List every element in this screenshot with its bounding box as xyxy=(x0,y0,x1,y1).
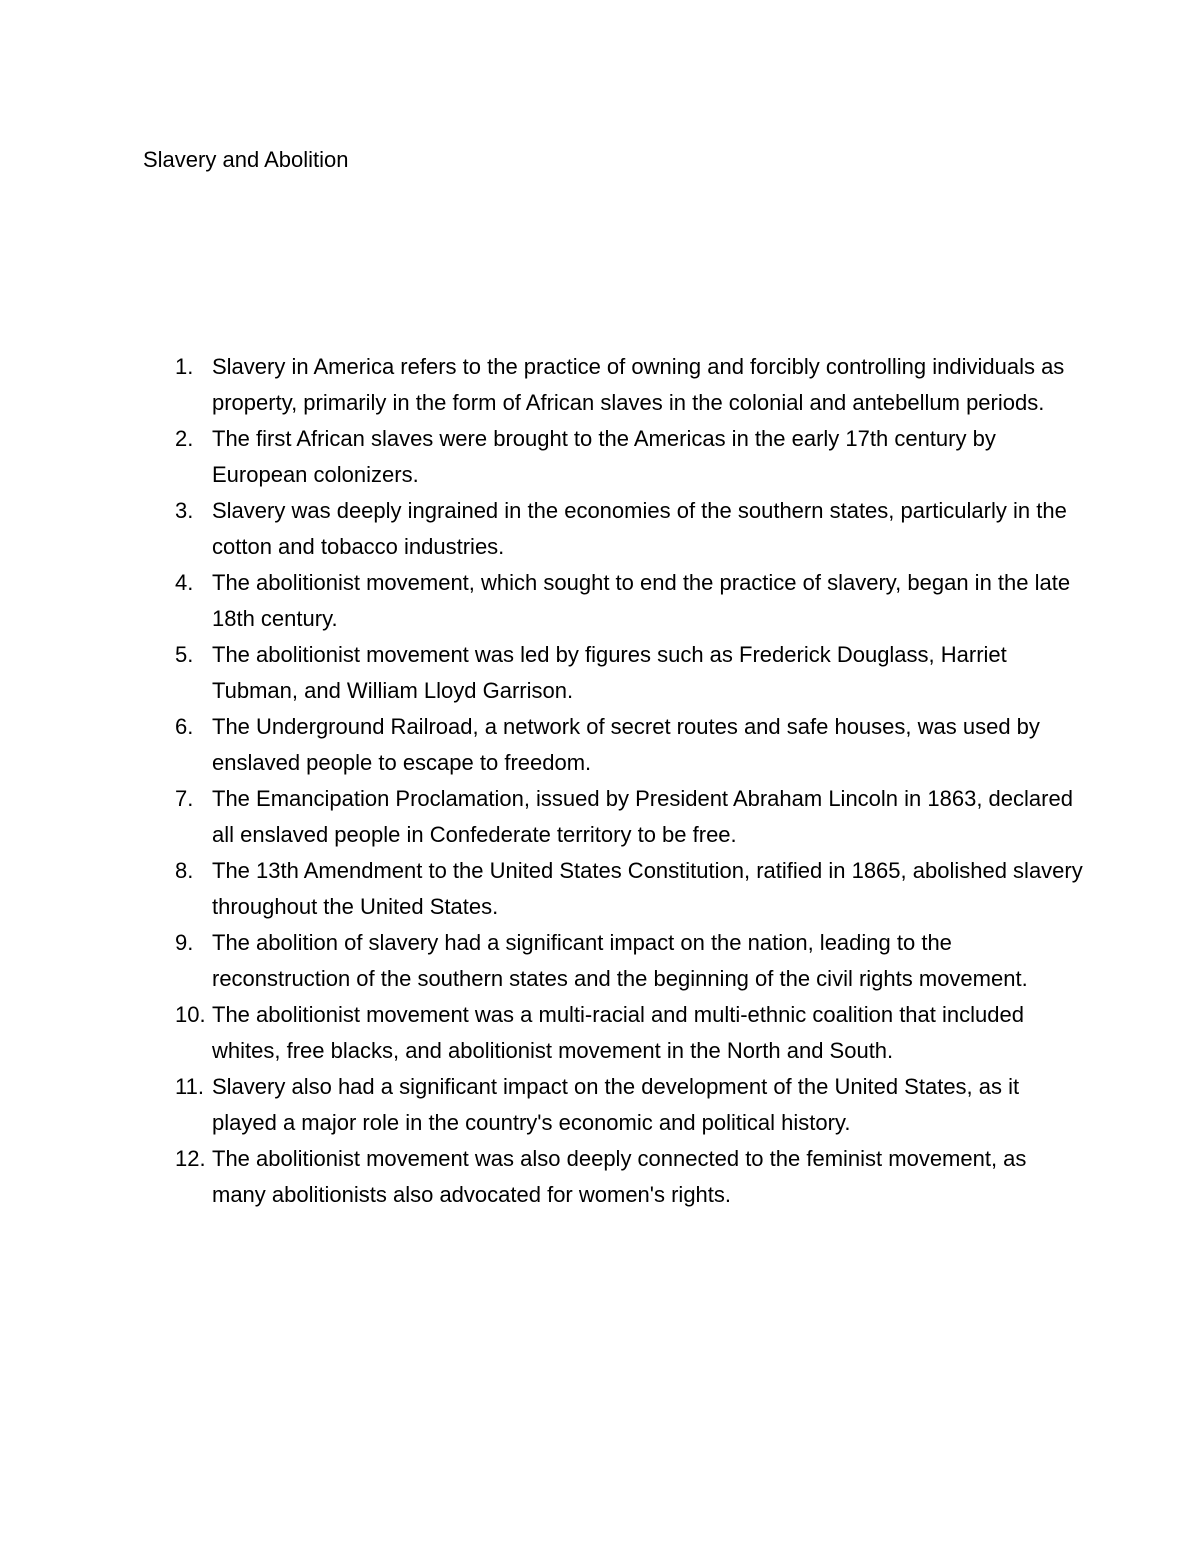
list-item-text: The abolitionist movement, which sought to end the practice of slavery, began in the late 18th century. xyxy=(212,570,1071,631)
list-item-text: The abolitionist movement was also deeply connected to the feminist movement, as many abolitionists also advocated for women's rights. xyxy=(212,1146,1027,1207)
list-item xyxy=(143,1141,1083,1213)
list-item xyxy=(143,997,1083,1069)
list-item-number: 10. xyxy=(175,1002,206,1027)
list-item-number: 5. xyxy=(175,642,194,667)
page-title: Slavery and Abolition xyxy=(143,147,349,172)
list-item xyxy=(143,1069,1083,1141)
list-item xyxy=(143,925,1083,997)
list-item-number: 12. xyxy=(175,1146,206,1171)
list-item xyxy=(143,565,1083,637)
list-item xyxy=(143,853,1083,925)
list-item xyxy=(143,421,1083,493)
list-item-number: 1. xyxy=(175,354,194,379)
list-item xyxy=(143,637,1083,709)
list-item xyxy=(143,781,1083,853)
list-item-number: 8. xyxy=(175,858,194,883)
list-item-text: The abolition of slavery had a significant impact on the nation, leading to the reconstruction of the southern states and the beginning of the civil rights movement. xyxy=(212,930,1028,991)
list-item-number: 7. xyxy=(175,786,194,811)
list-item-text: Slavery in America refers to the practice of owning and forcibly controlling individuals as property, primarily in the form of African slaves in the colonial and antebellum periods. xyxy=(212,354,1065,415)
list-item-number: 2. xyxy=(175,426,194,451)
list-item-number: 6. xyxy=(175,714,194,739)
list-item-text: The Emancipation Proclamation, issued by President Abraham Lincoln in 1863, declared all enslaved people in Confederate territory to be free. xyxy=(212,786,1073,847)
list-item-text: The 13th Amendment to the United States Constitution, ratified in 1865, abolished slavery throughout the United States. xyxy=(212,858,1083,919)
list-item xyxy=(143,709,1083,781)
list-item-text: The Underground Railroad, a network of secret routes and safe houses, was used by enslaved people to escape to freedom. xyxy=(212,714,1040,775)
list-item-text: Slavery also had a significant impact on the development of the United States, as it played a major role in the country's economic and political history. xyxy=(212,1074,1020,1135)
list-item-text: Slavery was deeply ingrained in the economies of the southern states, particularly in the cotton and tobacco industries. xyxy=(212,498,1067,559)
list-item-text: The abolitionist movement was led by figures such as Frederick Douglass, Harriet Tubman, and William Lloyd Garrison. xyxy=(212,642,1007,703)
list-item-number: 11. xyxy=(175,1074,204,1099)
list-item-text: The abolitionist movement was a multi-racial and multi-ethnic coalition that included whites, free blacks, and abolitionist movement in the North and South. xyxy=(212,1002,1024,1063)
numbered-list xyxy=(143,349,1083,1213)
list-item-number: 4. xyxy=(175,570,194,595)
list-item-number: 3. xyxy=(175,498,194,523)
list-item xyxy=(143,493,1083,565)
list-item xyxy=(143,349,1083,421)
list-item-number: 9. xyxy=(175,930,194,955)
list-item-text: The first African slaves were brought to the Americas in the early 17th century by European colonizers. xyxy=(212,426,996,487)
